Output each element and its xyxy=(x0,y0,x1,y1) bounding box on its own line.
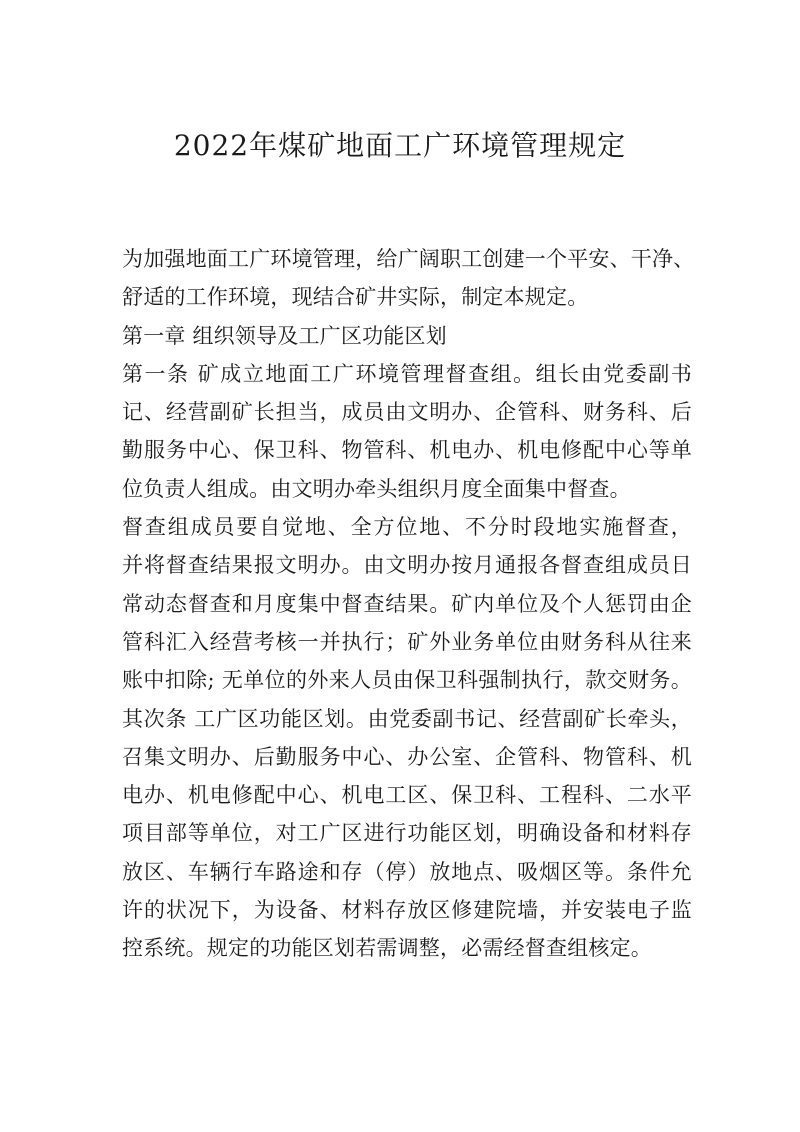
body-line: 电办、机电修配中心、机电工区、保卫科、工程科、二水平 xyxy=(122,783,692,808)
body-line: 位负责人组成。由文明办牵头组织月度全面集中督查。 xyxy=(122,476,631,501)
document-body xyxy=(122,240,695,968)
body-line: 许的状况下，为设备、材料存放区修建院墙，并安装电子监 xyxy=(122,898,692,923)
body-line: 为加强地面工广环境管理，给广阔职工创建一个平安、干净、 xyxy=(122,247,695,271)
body-line: 督查组成员要自觉地、全方位地、不分时段地实施督查， xyxy=(122,515,692,540)
body-line: 勤服务中心、保卫科、物管科、机电办、机电修配中心等单 xyxy=(122,438,692,463)
body-line: 放区、车辆行车路途和存（停）放地点、吸烟区等。条件允 xyxy=(122,859,692,884)
body-line: 项目部等单位，对工广区进行功能区划，明确设备和材料存 xyxy=(122,821,692,846)
body-line: 账中扣除; 无单位的外来人员由保卫科强制执行，款交财务。 xyxy=(122,668,692,693)
body-line: 舒适的工作环境，现结合矿井实际，制定本规定。 xyxy=(122,285,589,310)
chapter-heading: 第一章 组织领导及工广区功能区划 xyxy=(122,323,447,348)
document-title: 2022年煤矿地面工广环境管理规定 xyxy=(173,129,627,162)
body-line: 记、经营副矿长担当，成员由文明办、企管科、财务科、后 xyxy=(122,400,692,425)
article-line: 第一条 矿成立地面工广环境管理督查组。组长由党委副书 xyxy=(122,361,692,386)
body-line: 管科汇入经营考核一并执行；矿外业务单位由财务科从往来 xyxy=(122,629,692,654)
article-line: 其次条 工广区功能区划。由党委副书记、经营副矿长牵头， xyxy=(122,706,692,731)
body-line: 召集文明办、后勤服务中心、办公室、企管科、物管科、机 xyxy=(122,744,692,769)
body-line: 并将督查结果报文明办。由文明办按月通报各督查组成员日 xyxy=(122,553,692,578)
body-line: 常动态督查和月度集中督查结果。矿内单位及个人惩罚由企 xyxy=(122,591,692,616)
body-line: 控系统。规定的功能区划若需调整，必需经督查组核定。 xyxy=(122,936,652,961)
